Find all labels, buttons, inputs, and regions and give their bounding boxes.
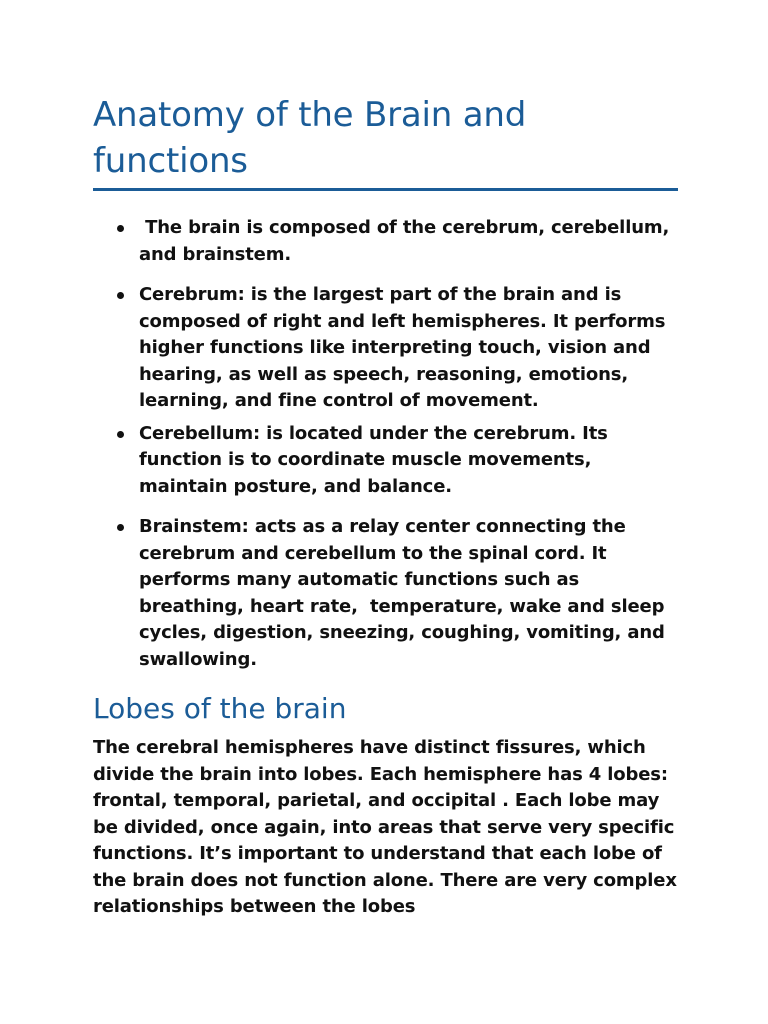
bullet-list <box>93 215 678 673</box>
list-item <box>93 421 678 501</box>
list-item <box>93 215 678 268</box>
bullet-icon <box>117 431 124 438</box>
bullet-icon <box>117 292 124 299</box>
list-item-text: Brainstem: acts as a relay center connecting the cerebrum and cerebellum to the spinal cord. It performs many automatic functions such as breathing, heart rate, temperature, wake and sleep cycles, digestion, sneezing, coughing, vomiting, and swallowing. <box>139 516 671 670</box>
body-paragraph: The cerebral hemispheres have distinct fissures, which divide the brain into lobes. Each hemisphere has 4 lobes: frontal, temporal, parietal, and occipital . Each lobe may be divided, once again, into areas that serve very specific functions. It’s important to understand that each lobe of the brain does not function alone. There are very complex relationships between the lobes <box>93 737 677 917</box>
list-item-text: The brain is composed of the cerebrum, cerebellum, and brainstem. <box>139 217 676 265</box>
list-item-text: Cerebrum: is the largest part of the brain and is composed of right and left hemispheres. It performs higher functions like interpreting touch, vision and hearing, as well as speech, reasoning, emotions, learning, and fine control of movement. <box>139 284 666 411</box>
page-title: Anatomy of the Brain and functions <box>93 92 678 191</box>
list-item <box>93 282 678 415</box>
document-page <box>93 92 678 921</box>
bullet-icon <box>117 225 124 232</box>
list-item-text: Cerebellum: is located under the cerebrum. Its function is to coordinate muscle movements, maintain posture, and balance. <box>139 422 608 497</box>
bullet-icon <box>117 524 124 531</box>
section-heading: Lobes of the brain <box>93 692 347 725</box>
list-item <box>93 514 678 673</box>
